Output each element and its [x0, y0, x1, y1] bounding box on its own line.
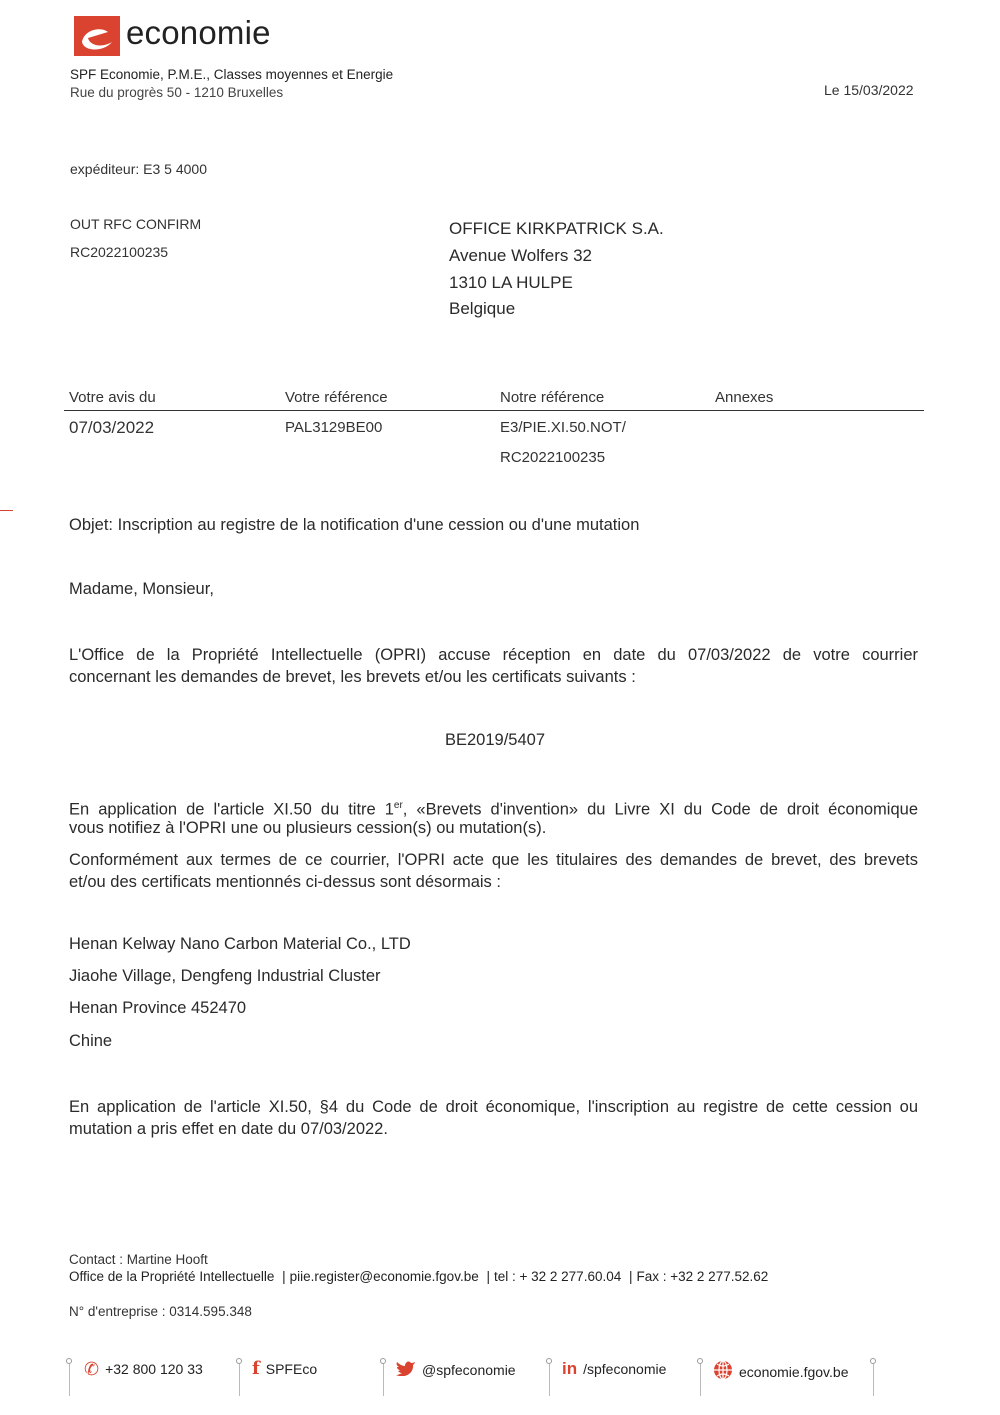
table-header-notre-ref: Notre référence [500, 389, 605, 406]
office-name: Office de la Propriété Intellectuelle [69, 1269, 275, 1284]
paragraph-3-line-1: Conformément aux termes de ce courrier, l'OPRI acte que les titulaires des demandes de brevet, des brevets [69, 851, 918, 869]
decor-pin [66, 1358, 72, 1396]
reference-number: RC2022100235 [70, 244, 169, 260]
decor-pin [380, 1358, 386, 1396]
table-value-votre-ref: PAL3129BE00 [285, 419, 383, 436]
economie-logo-mark [74, 16, 120, 56]
holder-street: Jiaohe Village, Dengfeng Industrial Cluster [69, 967, 381, 985]
enterprise-number: N° d'entreprise : 0314.595.348 [69, 1304, 252, 1319]
paragraph-1-line-2: concernant les demandes de brevet, les brevets et/ou les certificats suivants : [69, 668, 636, 686]
table-value-notre-ref-2: RC2022100235 [500, 449, 606, 466]
recipient-street: Avenue Wolfers 32 [449, 246, 593, 265]
telephone: tel : + 32 2 277.60.04 [494, 1269, 622, 1284]
table-header-avis: Votre avis du [69, 389, 156, 406]
decor-pin [870, 1358, 876, 1396]
twitter-handle: @spfeconomie [422, 1361, 516, 1378]
recipient-city: 1310 LA HULPE [449, 273, 573, 292]
table-header-votre-ref: Votre référence [285, 389, 388, 406]
decor-pin [697, 1358, 703, 1396]
facebook-icon: f [252, 1358, 260, 1379]
organization-name: SPF Economie, P.M.E., Classes moyennes et Energie [70, 67, 394, 82]
linkedin-icon: in [562, 1359, 578, 1378]
email-link[interactable]: piie.register@economie.fgov.be [289, 1269, 479, 1284]
e-logo-icon [74, 16, 120, 56]
phone-contact[interactable] [84, 1360, 203, 1378]
table-divider [64, 410, 924, 411]
website-link[interactable] [713, 1360, 848, 1383]
logo-text: economie [126, 14, 271, 51]
globe-icon [713, 1360, 733, 1383]
twitter-icon [396, 1360, 416, 1379]
recipient-name: OFFICE KIRKPATRICK S.A. [449, 219, 664, 238]
subject-line: Objet: Inscription au registre de la notification d'une cession ou d'une mutation [69, 516, 640, 534]
holder-country: Chine [69, 1032, 113, 1050]
fold-mark [0, 510, 13, 511]
separator: | [282, 1269, 286, 1284]
website-url: economie.fgov.be [739, 1363, 849, 1380]
salutation: Madame, Monsieur, [69, 580, 214, 598]
patent-number: BE2019/5407 [444, 731, 545, 749]
holder-name: Henan Kelway Nano Carbon Material Co., LTD [69, 935, 411, 953]
table-header-annexes: Annexes [715, 389, 774, 406]
twitter-link[interactable] [396, 1360, 516, 1379]
linkedin-link[interactable] [562, 1360, 666, 1377]
reference-type: OUT RFC CONFIRM [70, 216, 202, 232]
decor-pin [546, 1358, 552, 1396]
paragraph-4-line-1: En application de l'article XI.50, §4 du Code de droit économique, l'inscription au registre de cette cession ou [69, 1098, 918, 1116]
table-value-avis: 07/03/2022 [69, 418, 155, 437]
paragraph-1-line-1: L'Office de la Propriété Intellectuelle (OPRI) accuse réception en date du 07/03/2022 de votre courrier [69, 646, 918, 664]
sender-line: expéditeur: E3 5 4000 [70, 161, 207, 177]
footer-contact-line [69, 1269, 768, 1284]
organization-address: Rue du progrès 50 - 1210 Bruxelles [70, 85, 284, 100]
separator: | [486, 1269, 490, 1284]
fax: Fax : +32 2 277.52.62 [636, 1269, 769, 1284]
recipient-country: Belgique [449, 299, 516, 318]
paragraph-2-line-2: vous notifiez à l'OPRI une ou plusieurs cession(s) ou mutation(s). [69, 819, 547, 837]
paragraph-3-line-2: et/ou des certificats mentionnés ci-dessus sont désormais : [69, 873, 501, 891]
facebook-handle: SPFEco [265, 1361, 318, 1377]
superscript-er: er [393, 800, 403, 811]
paragraph-2-text-b: , «Brevets d'invention» du Livre XI du Code de droit économique [402, 800, 918, 819]
paragraph-4-line-2: mutation a pris effet en date du 07/03/2022. [69, 1120, 388, 1138]
holder-province: Henan Province 452470 [69, 999, 247, 1017]
phone-icon: ✆ [84, 1359, 100, 1379]
decor-pin [236, 1358, 242, 1396]
facebook-link[interactable] [252, 1360, 317, 1378]
separator: | [629, 1269, 633, 1284]
table-value-notre-ref-1: E3/PIE.XI.50.NOT/ [500, 419, 626, 436]
linkedin-handle: /spfeconomie [583, 1360, 667, 1377]
phone-number: +32 800 120 33 [105, 1361, 203, 1377]
letter-date: Le 15/03/2022 [824, 82, 914, 98]
contact-person: Contact : Martine Hooft [69, 1252, 208, 1267]
paragraph-2-text-a: En application de l'article XI.50 du titre 1 [69, 800, 394, 819]
